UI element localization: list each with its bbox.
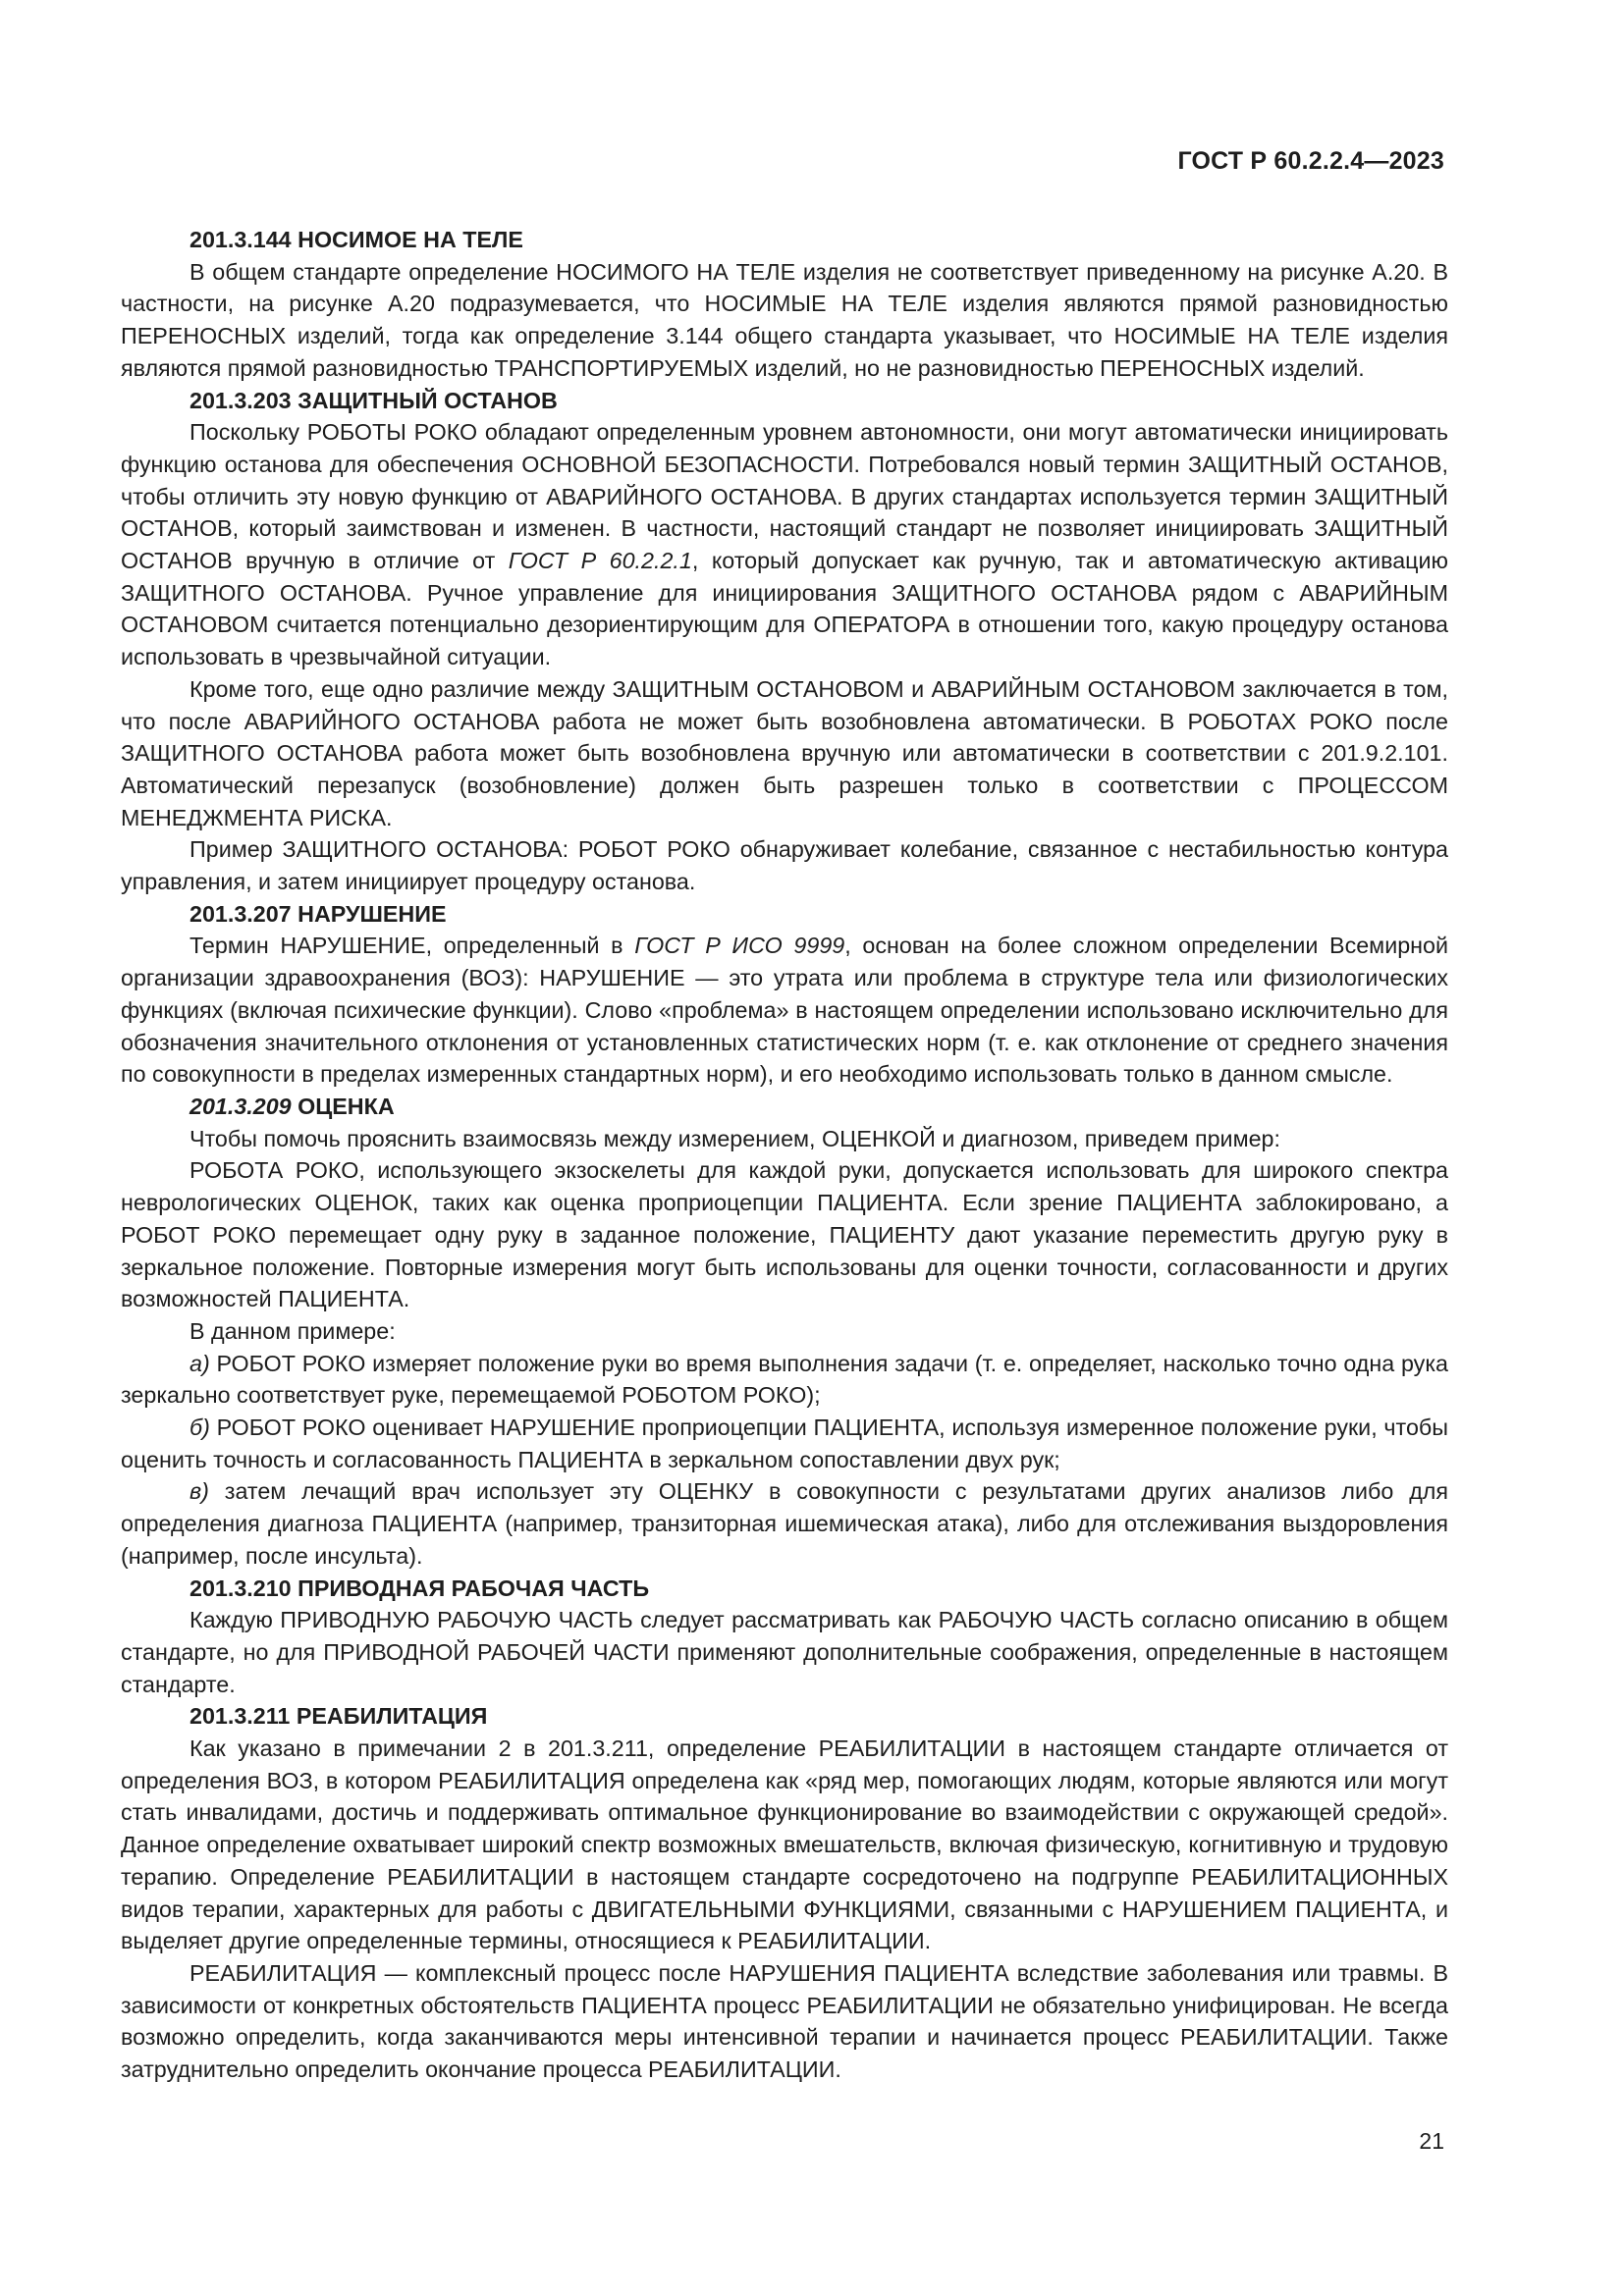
paragraph: Пример ЗАЩИТНОГО ОСТАНОВА: РОБОТ РОКО обнаруживает колебание, связанное с нестабильностью контура управления, и затем инициирует процедуру останова. [121,836,1448,895]
list-marker: а) [189,1350,210,1376]
list-marker: в) [189,1478,209,1505]
paragraph: В данном примере: [189,1317,396,1344]
paragraph [121,416,1448,673]
paragraph: Каждую ПРИВОДНУЮ РАБОЧУЮ ЧАСТЬ следует рассматривать как РАБОЧУЮ ЧАСТЬ согласно описанию в общем стандарте, но для ПРИВОДНОЙ РАБОЧЕЙ ЧАСТИ применяют дополнительные соображения, определенные в настоящем стандарте. [121,1607,1448,1697]
text-run: , основан на более сложном определении Всемирной организации здравоохранения (ВОЗ): НАРУШЕНИЕ — это утрата или проблема в структуре тела или физиологических функциях (включая психические функции). Слово «проблема» в настоящем определении использовано исключительно для обозначения значительного отклонения от установленных статистических норм (т. е. как отклонение от среднего значения по совокупности в пределах измеренных стандартных норм), и его необходимо использовать только в данном смысле. [121,933,1449,1088]
section-heading-210: 201.3.210 ПРИВОДНАЯ РАБОЧАЯ ЧАСТЬ [189,1575,650,1601]
standard-reference: ГОСТ Р 60.2.2.1 [508,548,692,574]
section-heading-144: 201.3.144 НОСИМОЕ НА ТЕЛЕ [189,227,523,252]
section-title: ОЦЕНКА [291,1093,395,1119]
text-run: , который допускает как ручную, так и автоматическую активацию ЗАЩИТНОГО ОСТАНОВА. Ручное управление для инициирования ЗАЩИТНОГО ОСТАНОВА рядом с АВАРИЙНЫМ ОСТАНОВОМ считается потенциально дезориентирующим для ОПЕРАТОРА в отношении того, какую процедуру останова использовать в чрезвычайной ситуации. [121,548,1448,670]
section-number: 201.3.209 [189,1093,292,1119]
paragraph: РЕАБИЛИТАЦИЯ — комплексный процесс после НАРУШЕНИЯ ПАЦИЕНТА вследствие заболевания или травмы. В зависимости от конкретных обстоятельств ПАЦИЕНТА процесс РЕАБИЛИТАЦИИ не обязательно унифицирован. Не всегда возможно определить, когда заканчиваются меры интенсивной терапии и начинается процесс РЕАБИЛИТАЦИИ. Также затруднительно определить окончание процесса РЕАБИЛИТАЦИИ. [121,1959,1448,2083]
text-run: Термин НАРУШЕНИЕ, определенный в [189,933,635,959]
paragraph: Как указано в примечании 2 в 201.3.211, определение РЕАБИЛИТАЦИИ в настоящем стандарте отличается от определения ВОЗ, в котором РЕАБИЛИТАЦИЯ определена как «ряд мер, помогающих людям, которые являются или могут стать инвалидами, достичь и поддерживать оптимальное функционирование во взаимодействии с окружающей средой». Данное определение охватывает широкий спектр возможных вмешательств, включая физическую, когнитивную и трудовую терапию. Определение РЕАБИЛИТАЦИИ в настоящем стандарте сосредоточено на подгруппе РЕАБИЛИТАЦИОННЫХ видов терапии, характерных для работы с ДВИГАТЕЛЬНЫМИ ФУНКЦИЯМИ, связанными с НАРУШЕНИЕМ ПАЦИЕНТА, и выделяет другие определенные термины, относящиеся к РЕАБИЛИТАЦИИ. [121,1735,1448,1954]
page-number: 21 [1419,2128,1444,2154]
text-run: РОБОТ РОКО оценивает НАРУШЕНИЕ проприоцепции ПАЦИЕНТА, используя измеренное положение руки, чтобы оценить точность и согласованность ПАЦИЕНТА в зеркальном сопоставлении двух рук; [121,1415,1448,1472]
text-run: затем лечащий врач использует эту ОЦЕНКУ в совокупности с результатами других анализов либо для определения диагноза ПАЦИЕНТА (например, транзиторная ишемическая атака), либо для отслеживания выздоровления (например, после инсульта). [121,1478,1448,1569]
paragraph: РОБОТА РОКО, использующего экзоскелеты для каждой руки, допускается использовать для широкого спектра неврологических ОЦЕНОК, таких как оценка проприоцепции ПАЦИЕНТА. Если зрение ПАЦИЕНТА заблокировано, а РОБОТ РОКО перемещает одну руку в заданное положение, ПАЦИЕНТУ дают указание переместить другую руку в зеркальное положение. Повторные измерения могут быть использованы для оценки точности, согласованности и других возможностей ПАЦИЕНТА. [121,1157,1448,1312]
paragraph [121,930,1448,1091]
list-item [121,1412,1448,1475]
section-heading-211: 201.3.211 РЕАБИЛИТАЦИЯ [189,1703,488,1730]
document-body [121,224,1448,2086]
document-code: ГОСТ Р 60.2.2.4—2023 [1177,147,1444,175]
section-heading-209 [121,1091,1448,1123]
section-heading-203: 201.3.203 ЗАЩИТНЫЙ ОСТАНОВ [189,387,558,413]
text-run: РОБОТ РОКО измеряет положение руки во время выполнения задачи (т. е. определяет, насколько точно одна рука зеркально соответствует руке, перемещаемой РОБОТОМ РОКО); [121,1350,1448,1409]
paragraph: В общем стандарте определение НОСИМОГО НА ТЕЛЕ изделия не соответствует приведенному на рисунке А.20. В частности, на рисунке А.20 подразумевается, что НОСИМЫЕ НА ТЕЛЕ изделия являются прямой разновидностью ПЕРЕНОСНЫХ изделий, тогда как определение 3.144 общего стандарта указывает, что НОСИМЫЕ НА ТЕЛЕ изделия являются прямой разновидностью ТРАНСПОРТИРУЕМЫХ изделий, но не разновидностью ПЕРЕНОСНЫХ изделий. [121,258,1448,381]
list-marker: б) [189,1415,210,1441]
list-item [121,1475,1448,1572]
text-run: Поскольку РОБОТЫ РОКО обладают определенным уровнем автономности, они могут автоматически инициировать функцию останова для обеспечения ОСНОВНОЙ БЕЗОПАСНОСТИ. Потребовался новый термин ЗАЩИТНЫЙ ОСТАНОВ, чтобы отличить эту новую функцию от АВАРИЙНОГО ОСТАНОВА. В других стандартах используется термин ЗАЩИТНЫЙ ОСТАНОВ, который заимствован и изменен. В частности, настоящий стандарт не позволяет инициировать ЗАЩИТНЫЙ ОСТАНОВ вручную в отличие от [121,419,1448,574]
section-heading-207: 201.3.207 НАРУШЕНИЕ [189,900,447,927]
paragraph: Кроме того, еще одно различие между ЗАЩИТНЫМ ОСТАНОВОМ и АВАРИЙНЫМ ОСТАНОВОМ заключается в том, что после АВАРИЙНОГО ОСТАНОВА работа не может быть возобновлена автоматически. В РОБОТАХ РОКО после ЗАЩИТНОГО ОСТАНОВА работа может быть возобновлена вручную или автоматически в соответствии с 201.9.2.101. Автоматический перезапуск (возобновление) должен быть разрешен только в соответствии с ПРОЦЕССОМ МЕНЕДЖМЕНТА РИСКА. [121,675,1448,830]
standard-reference: ГОСТ Р ИСО 9999 [634,933,845,959]
paragraph: Чтобы помочь прояснить взаимосвязь между измерением, ОЦЕНКОЙ и диагнозом, приведем пример: [189,1125,1280,1151]
list-item [121,1348,1448,1412]
